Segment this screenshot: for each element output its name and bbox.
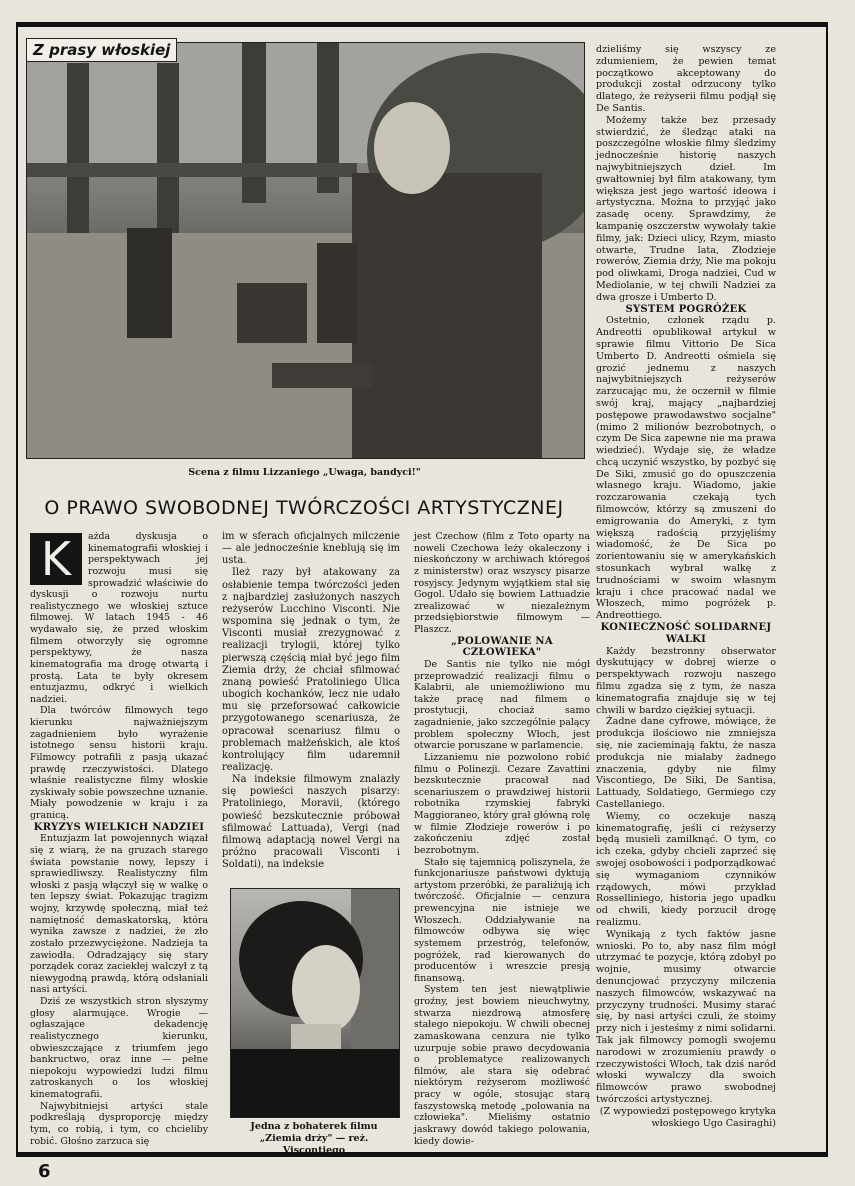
paragraph: Wynikają z tych faktów jasne wnioski. Po to, aby nasz film mógł utrzymać te pozycje, którą zdobył po wojnie, musimy otwarcie denuncjować przyczyny milczenia naszych filmowców, wskazywać na przyczyny trudności. Musimy starać się, by nasi artyści czuli, że stoimy przy nich i jesteśmy z nimi solidarni. Tak jak filmowcy pomogli swojemu narodowi w zrozumieniu prawdy o rzeczywistości Włoch, tak dziś naród włoski wywalczy dla swoich filmowców prawo swobodnej twórczości artystycznej. [596,928,776,1105]
subheading: KRYZYS WIELKICH NADZIEI [33,821,205,833]
paragraph: Ileż razy był atakowany za osłabienie tempa twórczości jeden z najbardziej zasłużonych naszych reżyserów Lucchino Visconti. Nie wspomina się jednak o tym, że Visconti musiał zrezygnować z realizacji trylogii, której tylko pierwszą częścią miał być jego film Ziemia drży, że chciał sfilmować znaną powieść Pratoliniego Ulica ubogich kochanków, lecz nie udało mu się przeforsować całkowicie przygotowanego scenariusza, że opracował scenariusz filmu o problemach małżeńskich, ale ktoś kontrolujący film udaremnił realizację. [222,567,400,773]
paragraph: Każdy bezstronny obserwator dyskutujący w dobrej wierze o perspektywach rozwoju naszego filmu zgadza się z tym, że nasza kinematografia znajduje się w tej chwili w bardzo ciężkiej sytuacji. [596,645,776,716]
paragraph: Żadne dane cyfrowe, mówiące, że produkcja ilościowo nie zmniejsza się, nie zacieminają faktu, że nasza produkcja nie miałaby żadnego znaczenia, gdyby nie filmy Viscontiego, De Siki, De Santisa, Lattuady, Soldatiego, Germiego czy Castellaniego. [596,716,776,810]
portrait-caption: Jedna z bohaterek filmu „Ziemia drży" — reż. Viscontiego [250,1121,378,1156]
paragraph: im w sferach oficjalnych milczenie — ale jednocześnie kneblują się im usta. [222,531,400,567]
section-tag: Z prasy włoskiej [26,38,177,62]
paragraph: Entuzjazm lat powojennych wiązał się z wiarą, że na gruzach starego świata powstanie nowy, lepszy i sprawiedliwszy. Realistyczny film włoski z pasją włączył się w walkę o ten lepszy świat. Pokazując tragizm wojny, krzywdę społeczną, miał też namiętność demaskatorską, która wynika zawsze z nadziei, że zło zostało przezwyciężone. Nadzieja ta zawiodła. Odradzający się stary porządek coraz zaciekłej walczył z tą niewygodną prawdą, którą odsłaniali nasi artyści. [30,833,208,996]
drop-cap: K [30,533,82,585]
paragraph: ażda dyskusja o kinematografii włoskiej i perspektywach jej rozwoju musi się sprowadzić właściwie do dyskusji o rozwoju nurtu realistycznego we włoskiej sztuce filmowej. W latach 1945 - 46 wydawało się, że przed włoskim filmem otworzyły się ogromne perspektywy, że nasza kinematografia ma drogę otwartą i prostą. Lata te były okresem entuzjazmu, odkryć i wielkich nadziei. [30,531,208,705]
subheading: KONIECZNOŚĆ SOLIDARNEJ WALKI [600,622,772,645]
portrait-illustration [231,889,399,1117]
photo-caption: Scena z filmu Lizzaniego „Uwaga, bandyci!" [188,467,421,478]
paragraph: Możemy także bez przesady stwierdzić, że śledząc ataki na poszczególne włoskie filmy śledzimy jednocześnie historię naszych najwybitniejszych dzieł. Im gwałtowniej był film atakowany, tym większa jest jego wartość ideowa i artystyczna. Można to przyjąć jako zasadę oceny. Sprawdzimy, że kampanię oszczerstw wywołały takie filmy, jak: Dzieci ulicy, Rzym, miasto otwarte, Trudne lata, Złodzieje rowerów, Ziemia drży, Nie ma pokoju pod oliwkami, Droga nadziei, Cud w Mediolanie, w tej chwili Nadziei za dwa grosze i Umberto D. [596,114,776,303]
paragraph: System ten jest niewątpliwie groźny, jest bowiem nieuchwytny, stwarza niezdrową atmosferę stałego niepokoju. W chwili obecnej zamaskowana cenzura nie tylko uzurpuje sobie prawo decydowania o problematyce realizowanych filmów, ale stara się odebrać niektórym reżyserom możliwość pracy w ogóle, stosując starą faszystowską metodę „polowania na człowieka". Mieliśmy ostatnio jaskrawy dowód takiego polowania, kiedy dowie- [414,984,590,1147]
article-headline: O PRAWO SWOBODNEJ TWÓRCZOŚCI ARTYSTYCZNEJ [44,497,564,519]
column-2 [222,531,400,871]
column-3 [414,531,590,1147]
column-4 [596,44,776,1129]
author-signature: (Z wypowiedzi postępowego krytyka włoskiego Ugo Casiraghi) [599,1105,776,1129]
subheading: „POLOWANIE NA CZŁOWIEKA" [451,635,553,659]
column-1 [30,531,208,1147]
page-number: 6 [38,1161,51,1182]
paragraph: dzieliśmy się wszyscy ze zdumieniem, że pewien temat początkowo akceptowany do produkcji został odrzucony tylko dlatego, że reżyserii filmu podjął się De Santis. [596,44,776,114]
film-still-photo [26,42,585,459]
paragraph: Wiemy, co oczekuje naszą kinematografię, jeśli ci reżyserzy będą musieli zamilknąć. O tym, co ich czeka, gdyby chcieli zaprzeć się swojej osobowości i podporządkować się wymaganiom czynników rządowych, mówi przykład Rosselliniego, historia jego upadku od chwili, kiedy porzucił drogę realizmu. [596,810,776,928]
paragraph: Ostetnio, członek rządu p. Andreotti opublikował artykuł w sprawie filmu Vittorio De Sica Umberto D. Andreotti ośmiela się grozić jednemu z naszych najwybitniejszych reżyserów zarzucając mu, że oczernił w filmie swój kraj, mający „najbardziej postępowe prawodawstwo socjalne" (mimo 2 milionów bezrobotnych, o czym De Sica zapewne nie ma prawa wiedzieć). Wydaje się, że władze chcą uczynić wszystko, by pozbyć się De Siki, zmusić go do opuszczenia własnego kraju. Wiadomo, jakie rozczarowania czekają tych filmowców, którzy są zmuszeni do emigrowania do Ameryki, z tym większą radością przyjęliśmy wiadomość, że De Sica po zorientowaniu się w amerykańskich stosunkach wybrał walkę z trudnościami w swoim własnym kraju i chce pracować nadal we Włoszech, mimo pogróżek p. Andreottiego. [596,315,776,622]
paragraph: Lizzaniemu nie pozwolono robić filmu o Polinezji. Cezare Zavattini bezskutecznie pracował nad scenariuszem o prawdziwej historii robotnika rzymskiej fabryki Maggioraneo, który grał główną rolę w filmie Złodzieje rowerów i po zakończeniu zdjęć został bezrobotnym. [414,751,590,856]
subheading: SYSTEM POGRÓŻEK [625,303,747,315]
paragraph: Dla twórców filmowych tego kierunku najważniejszym zagadnieniem było wyrażenie istotnego sensu historii kraju. Filmowcy potrafili z pasją ukazać prawdę rzeczywistości. Dlatego właśnie realistyczne filmy włoskie zyskiwały sobie powszechne uznanie. Miały powodzenie w kraju i za granicą. [30,705,208,821]
film-still-illustration [27,43,584,458]
paragraph: Na indeksie filmowym znalazły się powieści naszych pisarzy: Pratoliniego, Moravii, (którego powieść bezskutecznie próbował sfilmować Lattuada), Vergi (nad filmową adaptacją nowel Vergi na próżno pracowali Visconti i Soldati), na indeksie [222,774,400,871]
paragraph: De Santis nie tylko nie mógł przeprowadzić realizacji filmu o Kalabrii, ale uniemożliwiono mu także pracę nad filmem o prostytucji, chociaż samo zagadnienie, jako szczególnie palący problem społeczny Włoch, jest otwarcie poruszane w parlamencie. [414,658,590,752]
bottom-rule [16,1152,828,1157]
portrait-photo [230,888,400,1118]
paragraph: jest Czechow (film z Toto oparty na noweli Czechowa leży okaleczony i nieskończony w archiwach któregoś z ministerstw) oraz wszyscy pisarze rosyjscy. Jedynym wyjątkiem stał się Gogol. Udało się bowiem Lattuadzie zrealizować w niezależnym przedsiębiorstwie filmowym — Płaszcz. [414,531,590,635]
paragraph: Stało się tajemnicą poliszynela, że funkcjonariusze państwowi dyktują artystom przeróbki, że paraliżują ich twórczość. Oficjalnie — cenzura prewencyjna nie istnieje we Włoszech. Oddziaływanie na filmowców odbywa się więc systemem przestróg, telefonów, pogróżek, rad kierowanych do producentów i wreszcie presją finansową. [414,856,590,984]
paragraph: Dziś ze wszystkich stron słyszymy głosy alarmujące. Wrogie — ogłaszające dekadencję realistycznego kierunku, obwieszczające z triumfem jego bankructwo, oraz inne — pełne niepokoju wypowiedzi ludzi filmu zatroskanych o los włoskiej kinematografii. [30,996,208,1100]
paragraph: Najwybitniejsi artyści stale podkreślają dysproporcję między tym, co robią, i tym, co chcieliby robić. Głośno zarzuca się [30,1100,208,1147]
